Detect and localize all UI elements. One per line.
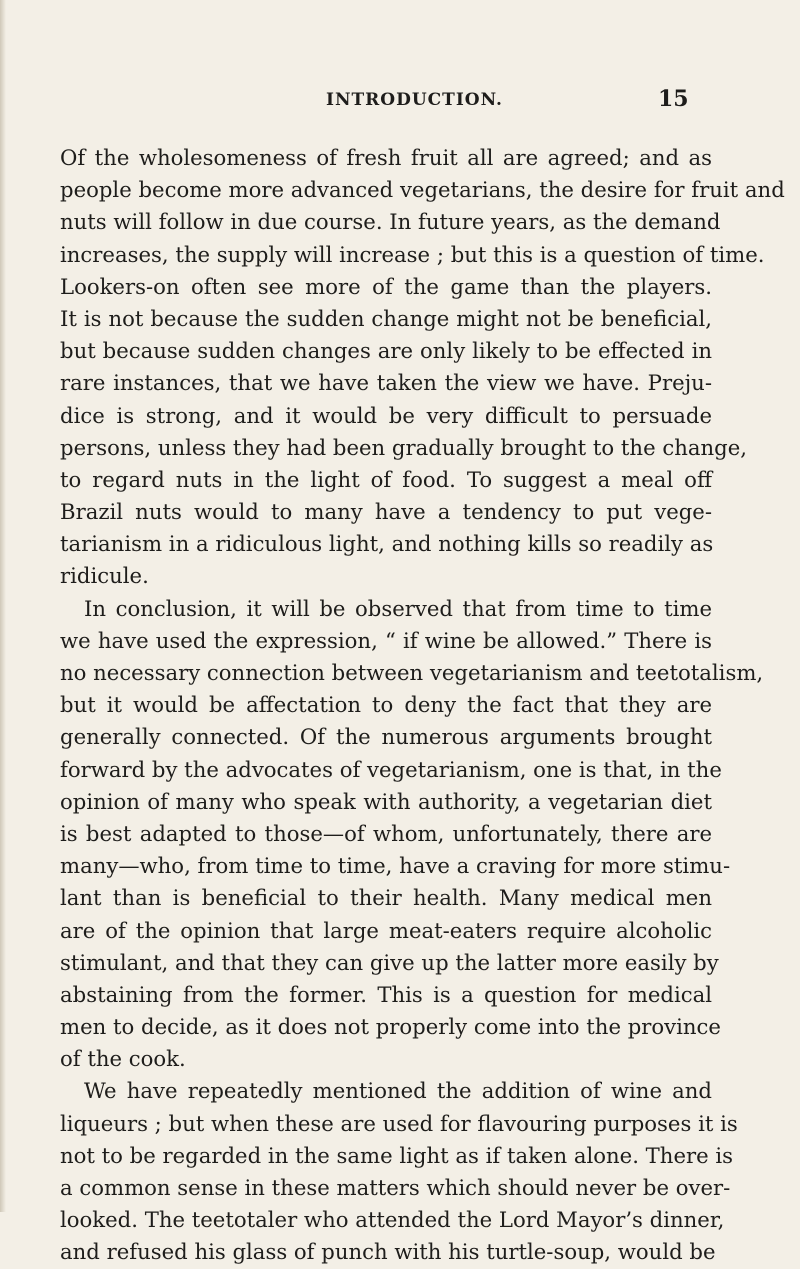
text-line: forward by the advocates of vegetarianism, one is that, in the — [60, 756, 722, 782]
page-number: 15 — [658, 86, 689, 112]
text-line: is best adapted to those—of whom, unfortunately, there are — [60, 820, 712, 846]
text-line: rare instances, that we have taken the view we have. Preju- — [60, 370, 712, 396]
running-head: INTRODUCTION. — [326, 90, 503, 110]
text-line: not to be regarded in the same light as if taken alone. There is — [60, 1142, 734, 1168]
paragraph-1 — [60, 142, 785, 593]
text-line: are of the opinion that large meat-eaters require alcoholic — [60, 917, 712, 943]
text-line: we have used the expression, “ if wine be allowed.” There is — [60, 627, 712, 653]
text-line: tarianism in a ridiculous light, and nothing kills so readily as — [60, 531, 714, 557]
text-line: lant than is beneficial to their health. Many medical men — [60, 885, 712, 911]
text-line: dice is strong, and it would be very difficult to persuade — [60, 402, 712, 428]
text-line: opinion of many who speak with authority, a vegetarian diet — [60, 788, 712, 814]
text-line: but because sudden changes are only likely to be effected in — [60, 338, 712, 364]
body-text — [60, 142, 785, 1269]
text-line: persons, unless they had been gradually brought to the change, — [60, 434, 747, 460]
page-edge-shadow — [0, 0, 6, 1212]
text-line: Brazil nuts would to many have a tendency to put vege- — [60, 499, 712, 525]
text-line: stimulant, and that they can give up the latter more easily by — [60, 949, 719, 975]
text-line: nuts will follow in due course. In future years, as the demand — [60, 209, 721, 235]
text-line: people become more advanced vegetarians, the desire for fruit and — [60, 177, 785, 203]
paragraph-3 — [60, 1075, 738, 1268]
text-line: no necessary connection between vegetarianism and teetotalism, — [60, 660, 764, 685]
text-line: generally connected. Of the numerous arguments brought — [60, 724, 712, 750]
text-line: Lookers-on often see more of the game than the players. — [60, 273, 712, 299]
text-line: of the cook. — [60, 1046, 186, 1072]
text-line: ridicule. — [60, 563, 149, 589]
text-line: It is not because the sudden change might not be beneficial, — [60, 305, 712, 331]
text-line: but it would be affectation to deny the fact that they are — [60, 692, 712, 718]
text-line: We have repeatedly mentioned the addition of wine and — [84, 1078, 712, 1104]
text-line: Of the wholesomeness of fresh fruit all are agreed; and as — [60, 145, 712, 170]
text-line: looked. The teetotaler who attended the Lord Mayor’s dinner, — [60, 1207, 725, 1233]
text-line: increases, the supply will increase ; but this is a question of time. — [60, 241, 765, 267]
page-header — [0, 86, 800, 120]
text-line: men to decide, as it does not properly come into the province — [60, 1014, 721, 1040]
text-line: many—who, from time to time, have a craving for more stimu- — [60, 853, 731, 879]
text-line: In conclusion, it will be observed that from time to time — [84, 595, 712, 621]
paragraph-2 — [60, 593, 764, 1076]
text-line: liqueurs ; but when these are used for flavouring purposes it is — [60, 1110, 738, 1136]
text-line: to regard nuts in the light of food. To suggest a meal off — [60, 466, 712, 492]
text-line: and refused his glass of punch with his turtle-soup, would be — [60, 1239, 716, 1265]
text-line: abstaining from the former. This is a question for medical — [60, 981, 712, 1007]
text-line: a common sense in these matters which should never be over- — [60, 1175, 731, 1200]
